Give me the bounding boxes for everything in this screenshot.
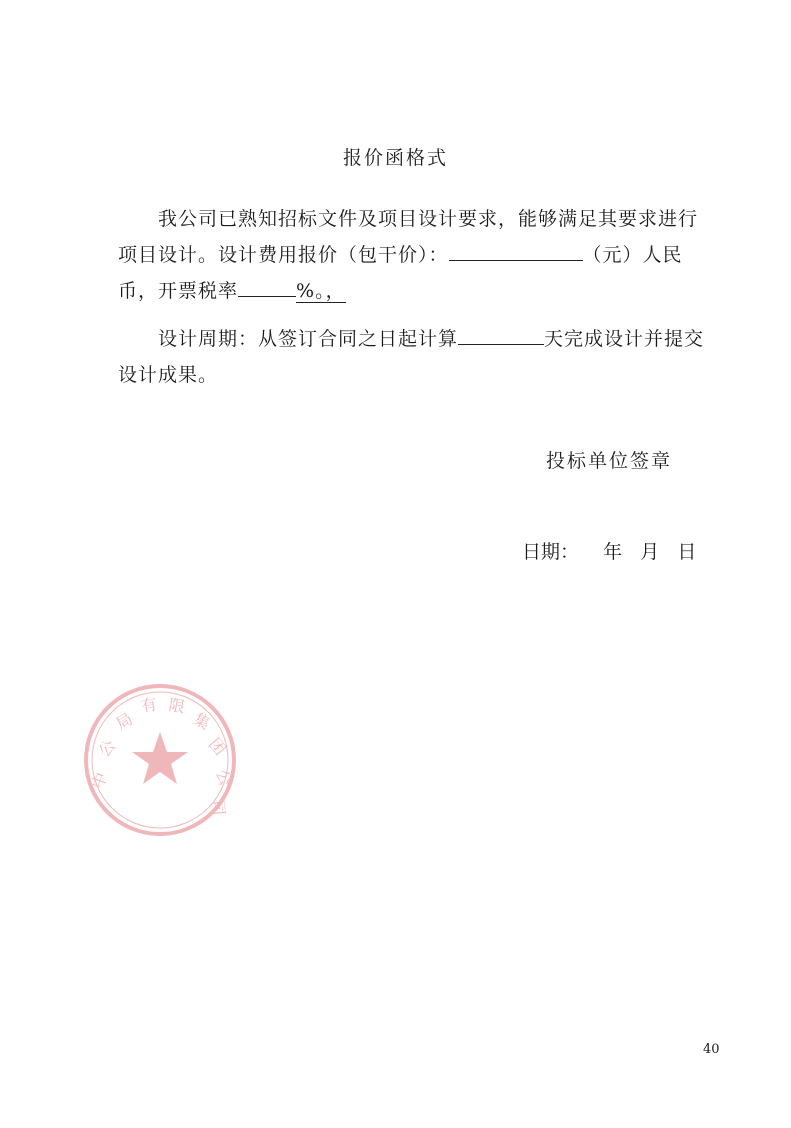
document-title: 报价函格式 (342, 147, 448, 169)
period-intro-text: 设计周期：从签订合同之日起计算 (158, 328, 459, 350)
signature-label: 投标单位签章 (546, 450, 673, 472)
seal-star-icon (132, 732, 188, 784)
days-blank[interactable] (458, 322, 544, 345)
tax-rate-blank[interactable] (238, 274, 296, 297)
price-paragraph (118, 201, 712, 309)
date-label: 日期： 年 月 日 (522, 541, 697, 563)
svg-text:集: 集 (190, 709, 214, 734)
svg-text:司: 司 (208, 798, 229, 817)
price-blank[interactable] (449, 238, 583, 261)
svg-text:公: 公 (212, 766, 236, 789)
svg-text:团: 团 (204, 734, 230, 759)
currency-text: （元）人民币，开票税率 (118, 244, 683, 302)
svg-text:局: 局 (112, 709, 136, 734)
percent-text: %。， (296, 280, 346, 302)
svg-text:中: 中 (87, 769, 112, 792)
period-paragraph (118, 321, 712, 393)
page-number: 40 (703, 1042, 720, 1057)
company-seal-stamp (80, 680, 240, 840)
svg-text:限: 限 (167, 695, 187, 717)
svg-text:有: 有 (139, 694, 159, 716)
price-intro-text: 我公司已熟知招标文件及项目设计要求，能够满足其要求进行项目设计。设计费用报价（包干价）： (118, 208, 699, 266)
svg-text:公: 公 (94, 736, 120, 761)
period-tail-text: 天完成设计并提交设计成果。 (118, 328, 705, 386)
